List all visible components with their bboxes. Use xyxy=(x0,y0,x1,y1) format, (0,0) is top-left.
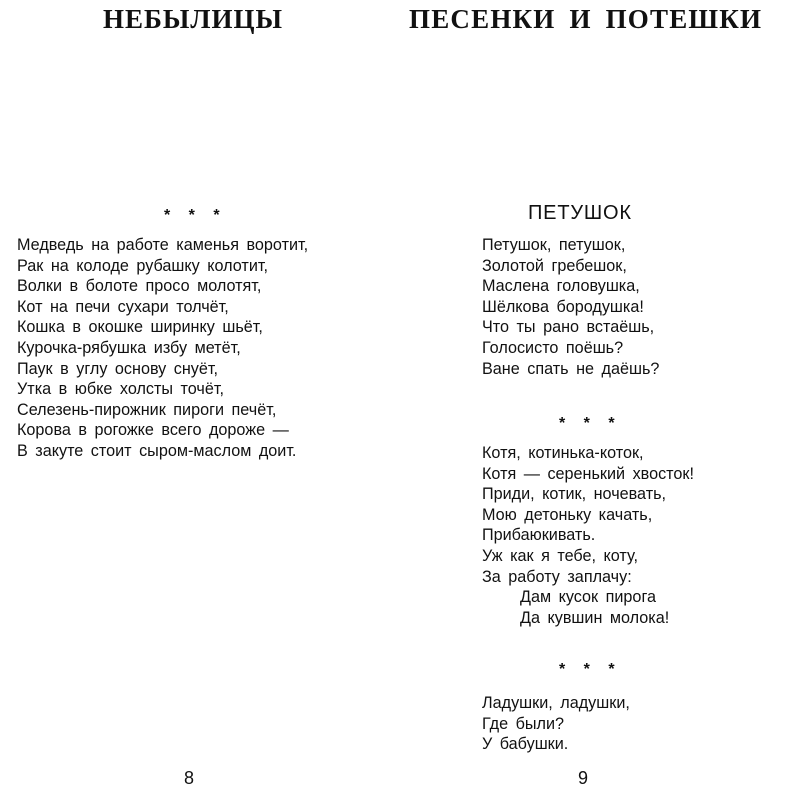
poem-line: Паук в углу основу снуёт, xyxy=(17,359,219,378)
poem-line: Кошка в окошке ширинку шьёт, xyxy=(17,318,263,337)
poem-separator-asterisks: * * * xyxy=(559,415,621,432)
poem-line: Голосисто поёшь? xyxy=(482,338,624,357)
poem-line: Шёлкова бородушка! xyxy=(482,297,644,316)
poem-line: Медведь на работе каменья воротит, xyxy=(17,236,309,254)
poem-nebylitsy xyxy=(17,235,308,462)
poem-line: Ване спать не даёшь? xyxy=(482,359,660,378)
right-page xyxy=(400,0,800,794)
poem-line: Что ты рано встаёшь, xyxy=(482,318,655,337)
poem-line: У бабушки. xyxy=(482,735,569,754)
running-head: ПЕСЕНКИ И ПОТЕШКИ xyxy=(409,4,763,34)
poem-petushok xyxy=(482,235,659,379)
poem-line: Золотой гребешок, xyxy=(482,256,627,275)
poem-line: Да кувшин молока! xyxy=(520,608,670,627)
poem-line: Уж как я тебе, коту, xyxy=(482,546,638,565)
page-number: 9 xyxy=(578,768,589,788)
poem-line: Петушок, петушок, xyxy=(482,236,626,254)
poem-title: ПЕТУШОК xyxy=(528,202,632,224)
poem-line: Котя — серенький хвосток! xyxy=(482,464,694,483)
poem-line: В закуте стоит сыром-маслом доит. xyxy=(17,441,297,460)
poem-separator-asterisks: * * * xyxy=(164,207,226,224)
poem-line: Рак на колоде рубашку колотит, xyxy=(17,256,269,275)
poem-ladushki xyxy=(482,693,630,755)
poem-line: Прибаюкивать. xyxy=(482,526,596,545)
poem-line: Приди, котик, ночевать, xyxy=(482,485,667,504)
poem-line: Котя, котинька-коток, xyxy=(482,444,644,462)
poem-line: Кот на печи сухари толчёт, xyxy=(17,297,229,316)
poem-line: Утка в юбке холсты точёт, xyxy=(17,380,224,399)
page-number: 8 xyxy=(184,768,195,788)
poem-line: За работу заплачу: xyxy=(482,567,632,586)
poem-line: Корова в рогожке всего дороже — xyxy=(17,421,289,440)
poem-line: Где были? xyxy=(482,714,565,733)
poem-line: Дам кусок пирога xyxy=(520,588,656,607)
poem-line: Маслена головушка, xyxy=(482,277,640,296)
poem-line: Курочка-рябушка избу метёт, xyxy=(17,338,241,357)
poem-separator-asterisks: * * * xyxy=(559,661,621,678)
poem-kotya xyxy=(482,443,694,628)
poem-line: Селезень-пирожник пироги печёт, xyxy=(17,400,277,419)
poem-line: Мою детоньку качать, xyxy=(482,505,653,524)
poem-line: Волки в болоте просо молотят, xyxy=(17,277,262,296)
poem-line: Ладушки, ладушки, xyxy=(482,694,630,712)
running-head: НЕБЫЛИЦЫ xyxy=(103,4,284,34)
